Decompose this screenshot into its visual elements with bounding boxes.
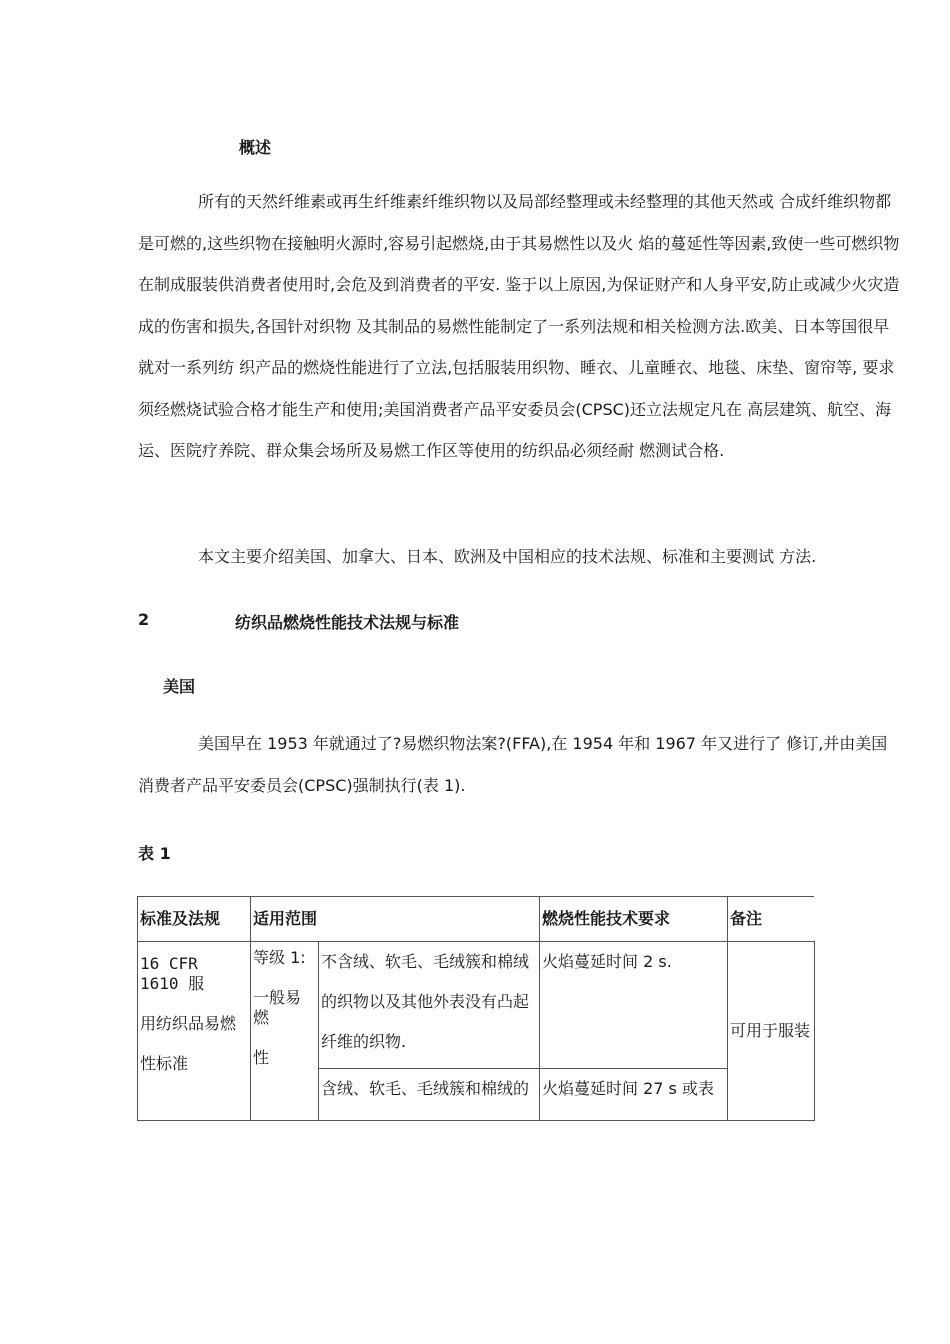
table-row [138,942,815,1069]
paragraph-scope-text: 本文主要介绍美国、加拿大、日本、欧洲及中国相应的技术法规、标准和主要测试 方法. [198,547,817,566]
grade-line-1: 等级 1: [253,948,306,967]
note-text: 可用于服装 [730,1021,811,1040]
paragraph-usa-text: 美国早在 1953 年就通过了?易燃织物法案?(FFA),在 1954 年和 1967 年又进行了 修订,并由美国消费者产品平安委员会(CPSC)强制执行(表 1). [138,734,888,795]
section-title: 纺织品燃烧性能技术法规与标准 [235,613,460,632]
grade-line-3: 性 [253,1048,270,1067]
heading-overview: 概述 [239,138,272,157]
cell-requirement-1 [540,942,728,1069]
paragraph-scope [138,536,900,578]
standard-line-2: 用纺织品易燃 [140,1014,237,1033]
flammability-table [137,896,815,1121]
cell-scope-2 [319,1069,540,1121]
table-caption: 表 1 [138,844,171,863]
heading-usa: 美国 [163,677,196,696]
cell-grade [251,942,319,1121]
header-scope: 适用范围 [251,897,540,942]
header-standard: 标准及法规 [138,897,251,942]
header-note: 备注 [728,897,815,942]
cell-note [728,942,815,1121]
standard-line-3: 性标准 [140,1054,189,1073]
cell-scope-1 [319,942,540,1069]
requirement-1-text: 火焰蔓延时间 2 s. [542,952,672,971]
standard-line-1: 16 CFR 1610 服 [140,954,205,993]
scope-1-text: 不含绒、软毛、毛绒簇和棉绒的织物以及其他外表没有凸起纤维的织物. [321,952,530,1051]
cell-requirement-2 [540,1069,728,1121]
header-requirement: 燃烧性能技术要求 [540,897,728,942]
scope-2-text: 含绒、软毛、毛绒簇和棉绒的 [321,1079,530,1099]
paragraph-intro [138,181,900,472]
cell-standard [138,942,251,1121]
section-number: 2 [138,610,150,629]
table-header-row [138,897,815,942]
paragraph-intro-text: 所有的天然纤维素或再生纤维素纤维织物以及局部经整理或未经整理的其他天然或 合成纤维织物都是可燃的,这些织物在接触明火源时,容易引起燃烧,由于其易燃性以及火 焰的蔓延性等因素,致使一些可燃织物在制成服装供消费者使用时,会危及到消费者的平安. 鉴于以上原因,为保证财产和人身平安,防止或减少火灾造成的伤害和损失,各国针对织物 及其制品的易燃性能制定了一系列法规和相关检测方法.欧美、日本等国很早就对一系列纺 织产品的燃烧性能进行了立法,包括服装用织物、睡衣、儿童睡衣、地毯、床垫、窗帘等, 要求须经燃烧试验合格才能生产和使用;美国消费者产品平安委员会(CPSC)还立法规定凡在 高层建筑、航空、海运、医院疗养院、群众集会场所及易燃工作区等使用的纺织品必须经耐 燃测试合格. [138,192,900,460]
requirement-2-text: 火焰蔓延时间 27 s 或表 [542,1079,714,1099]
paragraph-usa [138,723,900,806]
grade-line-2: 一般易燃 [253,988,302,1027]
